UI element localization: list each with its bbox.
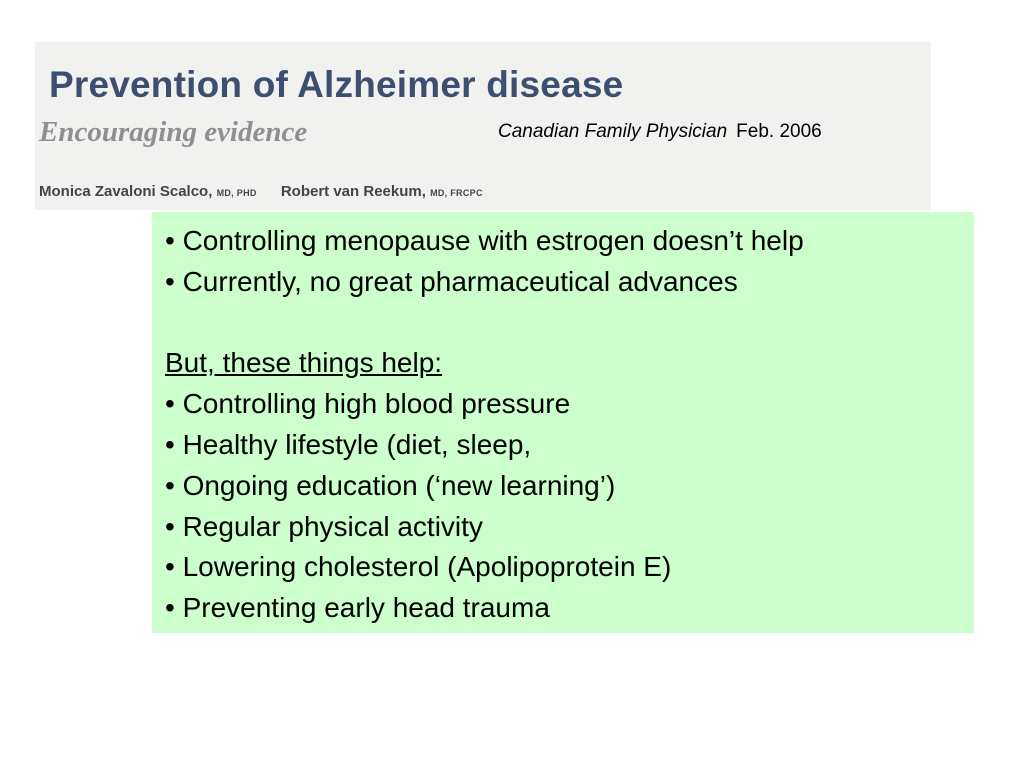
helps-point: • Ongoing education (‘new learning’) bbox=[165, 469, 616, 501]
author-1 bbox=[39, 183, 257, 200]
citation bbox=[498, 121, 822, 143]
article-title: Prevention of Alzheimer disease bbox=[49, 64, 624, 105]
intro-point: • Currently, no great pharmaceutical advances bbox=[165, 265, 738, 297]
citation-date: Feb. 2006 bbox=[736, 121, 822, 142]
content-box bbox=[152, 212, 974, 633]
intro-point: • Controlling menopause with estrogen doesn’t help bbox=[165, 225, 804, 256]
article-subtitle: Encouraging evidence bbox=[39, 116, 308, 148]
author-2-name: Robert van Reekum, bbox=[280, 183, 426, 200]
author-2-degrees: MD, FRCPC bbox=[430, 188, 483, 198]
helps-point: • Preventing early head trauma bbox=[165, 592, 550, 624]
spacer bbox=[165, 303, 974, 344]
article-authors bbox=[39, 183, 483, 200]
helps-point: • Controlling high blood pressure bbox=[165, 388, 571, 420]
intro-list bbox=[165, 221, 974, 303]
helps-point: • Healthy lifestyle (diet, sleep, bbox=[165, 428, 532, 460]
citation-journal: Canadian Family Physician bbox=[498, 121, 728, 142]
helps-list bbox=[165, 384, 974, 629]
helps-point: • Regular physical activity bbox=[165, 510, 483, 542]
author-2 bbox=[281, 183, 483, 200]
author-1-name: Monica Zavaloni Scalco, bbox=[39, 183, 213, 200]
helps-point: • Lowering cholesterol (Apolipoprotein E) bbox=[165, 551, 672, 583]
author-1-degrees: MD, PHD bbox=[216, 188, 257, 198]
helps-heading: But, these things help: bbox=[165, 347, 443, 379]
